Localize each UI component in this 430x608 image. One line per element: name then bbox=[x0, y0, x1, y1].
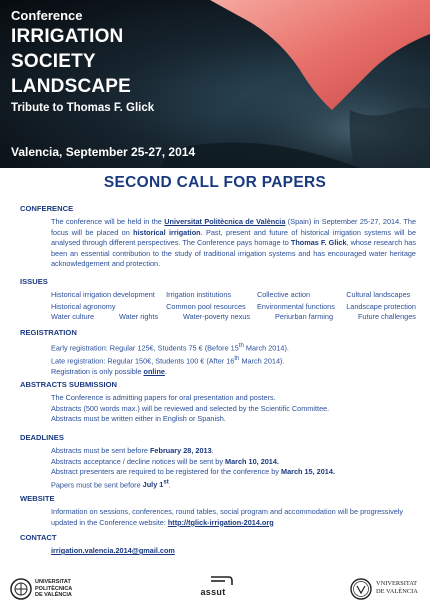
abstracts-section bbox=[20, 380, 416, 425]
deadline-date: March 10, 2014. bbox=[225, 456, 279, 466]
upv-name bbox=[35, 579, 95, 599]
title-line: LANDSCAPE bbox=[11, 76, 132, 97]
issue-item: Future challenges bbox=[357, 312, 416, 322]
issue-item: Irrigation institutions bbox=[166, 290, 232, 299]
issue-item: Water-poverty nexus bbox=[183, 312, 251, 322]
text-fragment: , whose research has been an essential contribution to the study of traditional irrigation systems and has encouraged water heritage acknowledgement and protection. bbox=[51, 238, 416, 269]
website-text bbox=[51, 507, 416, 528]
issue-item: Cultural landscapes bbox=[346, 290, 411, 299]
tribute-subtitle: Tribute to Thomas F. Glick bbox=[11, 102, 155, 114]
issue-item: Periurban farming bbox=[275, 312, 334, 322]
deadline-date: March 15, 2014. bbox=[280, 467, 335, 477]
abstracts-line: Abstracts must be written either in English or Spanish. bbox=[51, 414, 226, 424]
uv-line: VNIVERSITAT bbox=[376, 580, 418, 587]
section-heading: ABSTRACTS SUBMISSION bbox=[20, 380, 118, 389]
assut-logo bbox=[183, 573, 243, 597]
text-fragment: . bbox=[164, 367, 168, 377]
text-fragment: Abstracts must be sent before bbox=[51, 446, 150, 455]
issue-item: Landscape protection bbox=[346, 301, 416, 311]
issue-item: Water rights bbox=[119, 312, 159, 322]
upv-line: DE VALÈNCIA bbox=[35, 592, 72, 599]
text-fragment: Abstracts acceptance / decline notices will be sent by bbox=[51, 456, 225, 466]
footer-logos bbox=[0, 573, 430, 608]
text-fragment: March 2014). bbox=[239, 356, 285, 366]
deadline-line bbox=[51, 478, 416, 491]
deadline-date: July 1 bbox=[142, 480, 164, 490]
deadlines-text bbox=[51, 446, 416, 491]
text-fragment: . bbox=[211, 446, 214, 455]
registration-text bbox=[51, 341, 416, 378]
conference-text bbox=[51, 217, 416, 270]
deadline-date: February 28, 2013 bbox=[149, 446, 212, 455]
uv-seal-icon bbox=[350, 577, 372, 601]
section-heading: CONFERENCE bbox=[20, 204, 74, 213]
early-registration bbox=[51, 341, 416, 354]
issue-item: Historical agronomy bbox=[51, 301, 116, 311]
contact-section bbox=[20, 533, 416, 557]
text-fragment: Early registration: Regular 125€, Students 75 € (Before 15 bbox=[51, 343, 239, 353]
upv-line: POLITÈCNICA bbox=[35, 585, 73, 592]
uv-name bbox=[376, 580, 430, 595]
abstracts-text bbox=[51, 393, 416, 425]
text-fragment: Information on sessions, conferences, round tables, social program and accommodation will be progressively updated in the Conference website: bbox=[51, 507, 404, 527]
conference-section bbox=[20, 204, 416, 270]
uv-line: DE VALÈNCIA bbox=[376, 587, 418, 595]
issue-item: Common pool resources bbox=[166, 301, 246, 311]
text-fragment: The conference will be held in the bbox=[51, 217, 165, 226]
text-fragment: Papers must be sent before bbox=[51, 480, 143, 490]
website-link[interactable]: http://tglick-irrigation-2014.org bbox=[167, 517, 274, 527]
section-heading: REGISTRATION bbox=[20, 328, 77, 337]
deadline-line bbox=[51, 446, 416, 457]
venue-link[interactable]: Universitat Politècnica de València bbox=[164, 217, 286, 226]
focus-text: historical irrigation bbox=[133, 227, 201, 237]
issue-item: Environmental functions bbox=[256, 301, 335, 311]
text-fragment: . bbox=[168, 480, 171, 490]
assut-wordmark: assut bbox=[200, 587, 226, 597]
deadline-line bbox=[51, 457, 416, 468]
online-link[interactable]: online bbox=[143, 367, 165, 377]
issues-section bbox=[20, 277, 416, 323]
issue-item: Historical irrigation development bbox=[51, 290, 155, 299]
online-registration bbox=[51, 367, 416, 378]
title-line: IRRIGATION bbox=[11, 26, 124, 47]
conference-label: Conference bbox=[11, 8, 83, 23]
contact-email-link[interactable]: irrigation.valencia.2014@gmail.com bbox=[51, 546, 175, 555]
place-date: Valencia, September 25-27, 2014 bbox=[11, 145, 196, 159]
superscript: th bbox=[238, 342, 244, 349]
issue-item: Collective action bbox=[256, 290, 311, 299]
section-heading: ISSUES bbox=[20, 277, 48, 286]
header-banner bbox=[0, 0, 430, 168]
issues-grid bbox=[51, 290, 416, 312]
registration-section bbox=[20, 328, 416, 378]
section-heading: CONTACT bbox=[20, 533, 57, 542]
abstracts-line: Abstracts (500 words max.) will be reviewed and selected by the Scientific Committee. bbox=[51, 403, 330, 413]
text-fragment: . Past, present and future of historical irrigation systems will be analysed through different perspectives. The Conference pays homage to bbox=[51, 227, 417, 248]
deadlines-section bbox=[20, 433, 416, 491]
contact-text bbox=[51, 546, 416, 557]
text-fragment: Late registration: Regular 150€, Students 100 € (After 16 bbox=[51, 356, 235, 366]
honoree-name: Thomas F. Glick bbox=[290, 238, 347, 248]
superscript: st bbox=[163, 478, 169, 486]
page-title: SECOND CALL FOR PAPERS bbox=[103, 174, 327, 191]
text-fragment: (Spain) in September 25-27, 2014. The focus will be placed on bbox=[51, 217, 416, 237]
upv-seal-icon bbox=[10, 577, 32, 601]
website-section bbox=[20, 494, 416, 528]
section-heading: WEBSITE bbox=[20, 494, 55, 503]
text-fragment: Registration is only possible bbox=[51, 367, 144, 377]
assut-mark-icon bbox=[209, 575, 233, 587]
issue-item: Water culture bbox=[51, 312, 95, 322]
abstracts-line: The Conference is admitting papers for oral presentation and posters. bbox=[51, 393, 276, 402]
title-line: SOCIETY bbox=[11, 51, 96, 72]
deadline-line bbox=[51, 467, 416, 478]
section-heading: DEADLINES bbox=[20, 433, 64, 442]
text-fragment: Abstract presenters are required to be registered for the conference by bbox=[51, 467, 281, 477]
superscript: th bbox=[234, 355, 240, 363]
text-fragment: March 2014). bbox=[243, 343, 289, 353]
issues-last-row bbox=[51, 312, 416, 323]
upv-line: UNIVERSITAT bbox=[35, 579, 71, 585]
late-registration bbox=[51, 354, 416, 367]
